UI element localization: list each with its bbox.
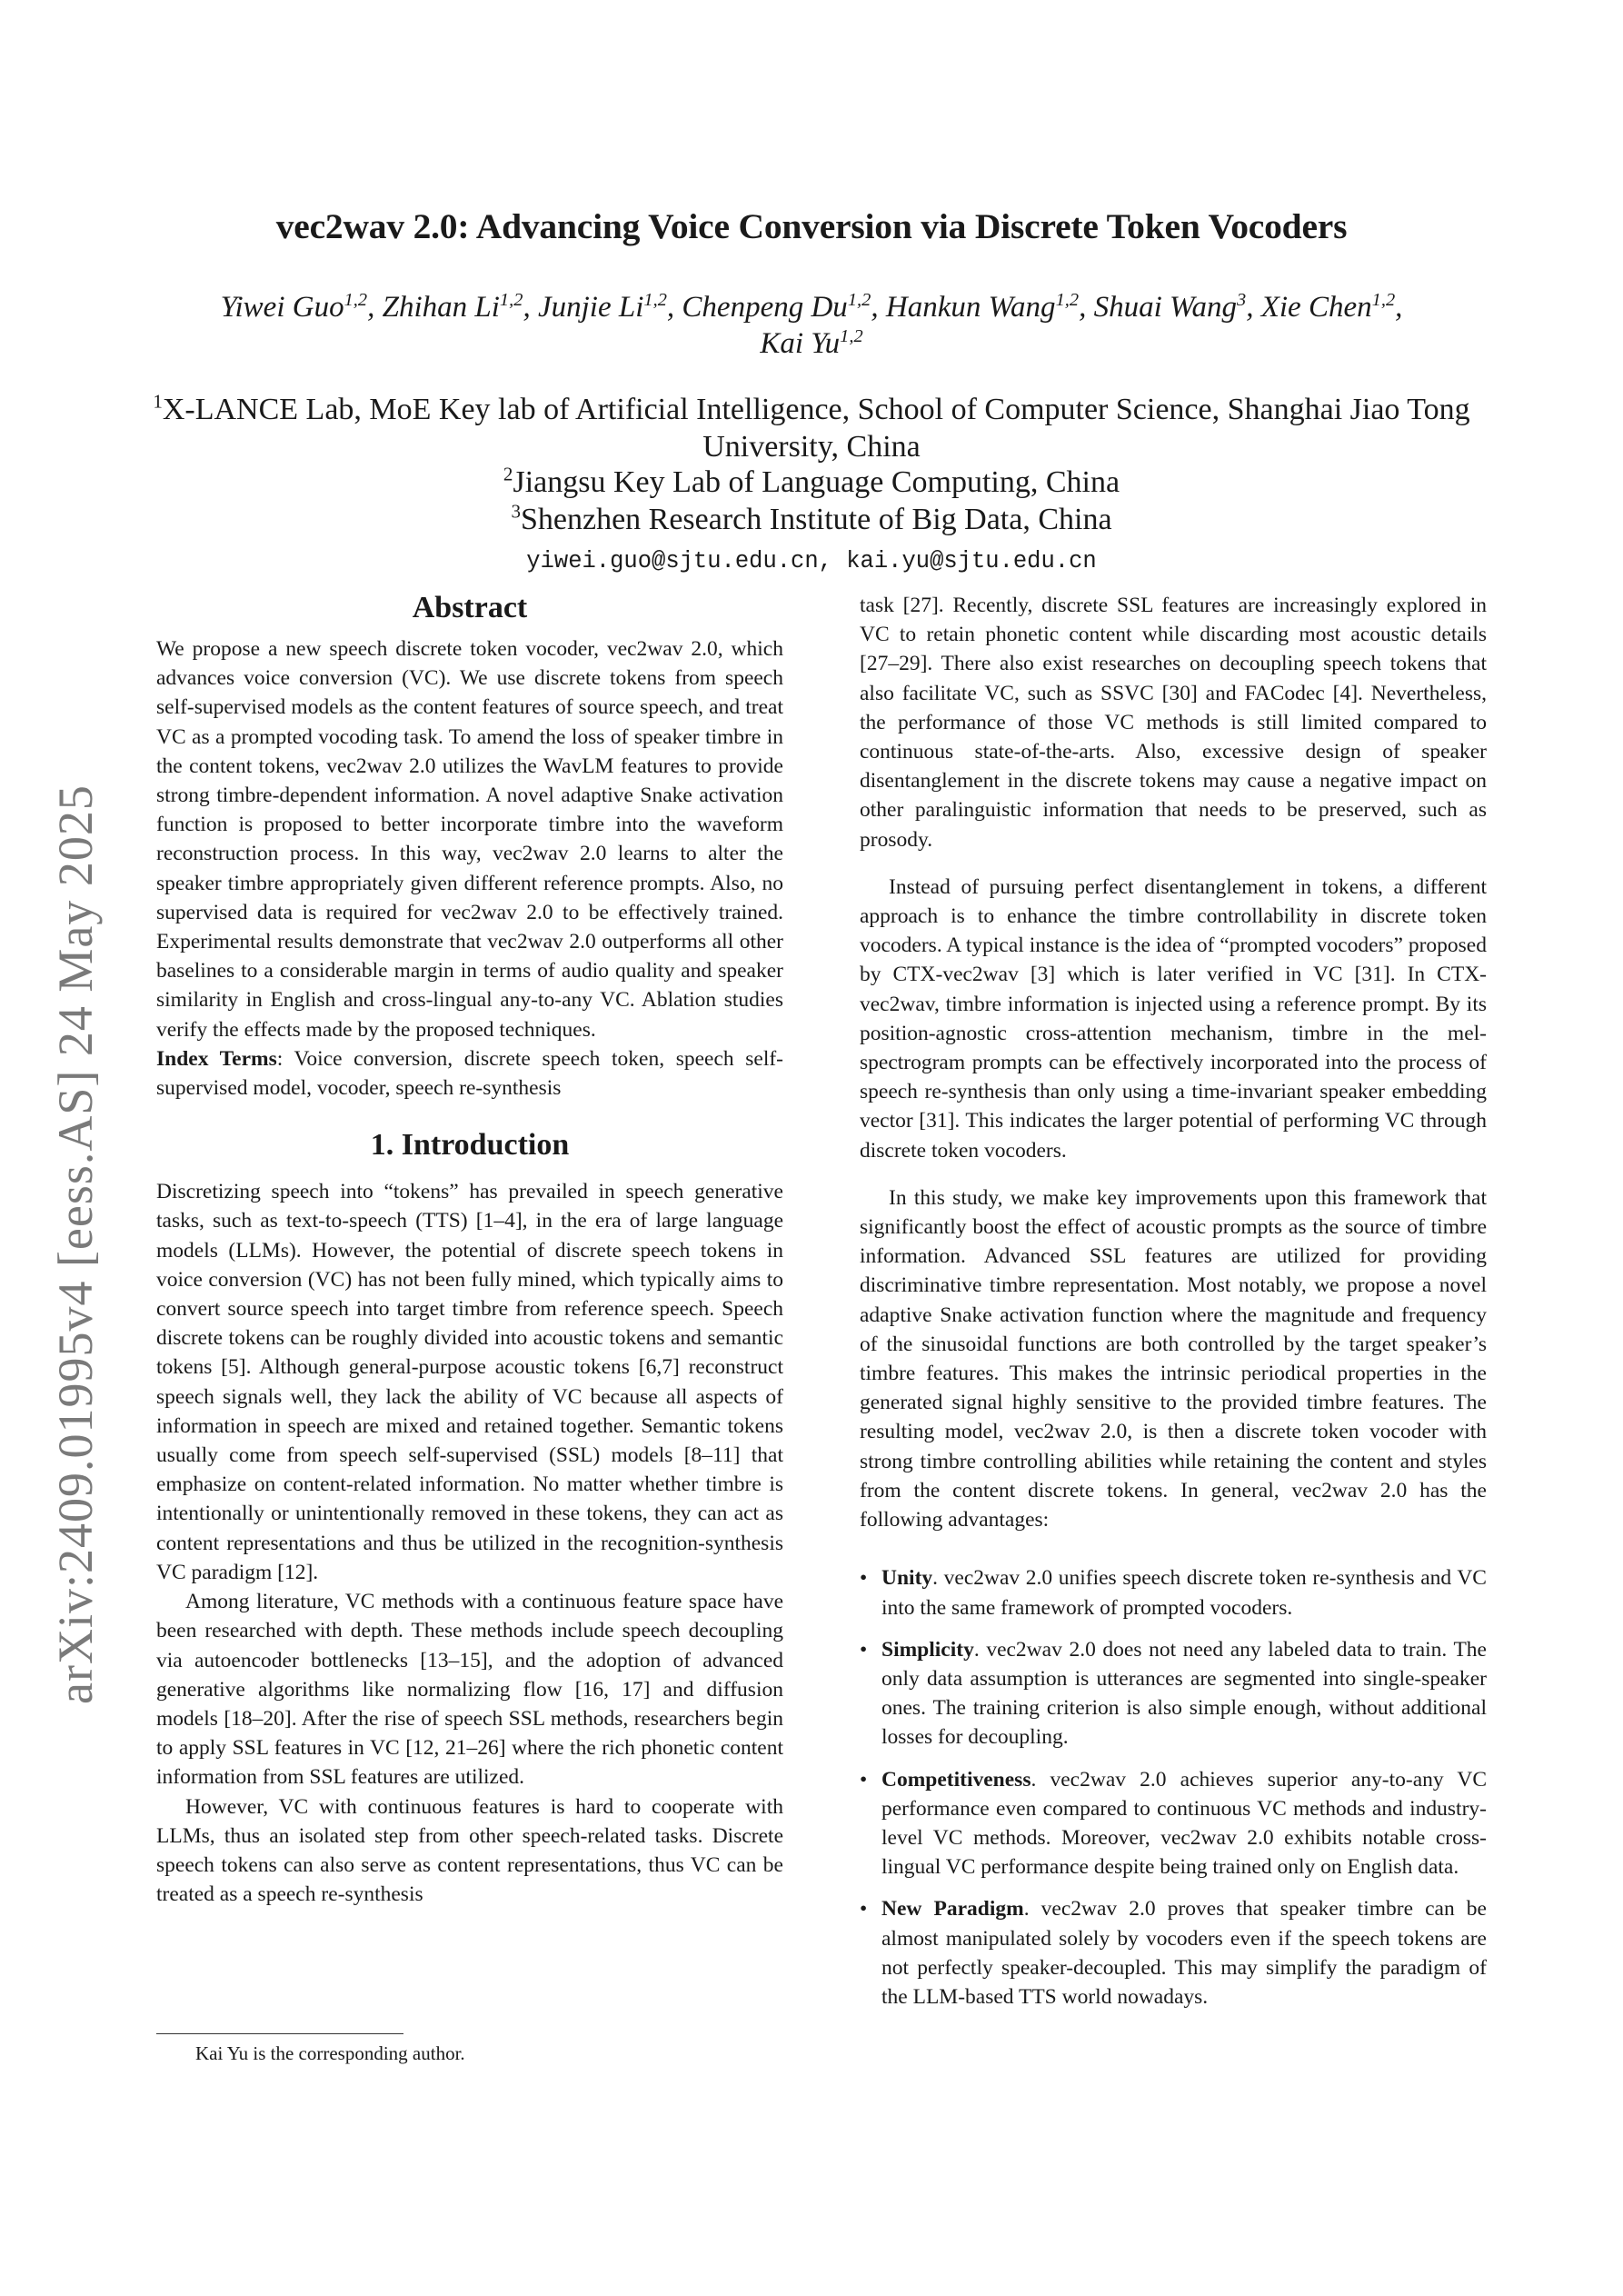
right-column bbox=[860, 591, 1487, 2024]
author: Xie Chen$^{1,2}$ bbox=[1260, 290, 1396, 324]
list-item: • Simplicity. vec2wav 2.0 does not need any labeled data to train. The only data assumption is utterances are segmented into single-speaker ones. The training criterion is also simple enough, without additional losses for decoupling. bbox=[860, 1635, 1487, 1752]
paper-title: vec2wav 2.0: Advancing Voice Conversion via Discrete Token Vocoders bbox=[275, 206, 1348, 246]
bullet-icon: • bbox=[860, 1767, 868, 1792]
arxiv-side-stamp: arXiv:2409.01995v4 [eess.AS] 24 May 2025 bbox=[48, 784, 103, 1704]
body-paragraph: In this study, we make key improvements upon this framework that significantly boost the effect of acoustic prompts as the source of timbre information. Advanced SSL features are utilized for providing discriminative timbre representation. Most notably, we propose a novel adaptive Snake activation function where the magnitude and frequency of the sinusoidal functions are both controlled by the target speaker’s timbre features. This makes the intrinsic periodical properties in the generated signal highly sensitive to the provided timbre features. The resulting model, vec2wav 2.0, is then a discrete token vocoder with strong timbre controlling abilities while retaining the content and styles from the content discrete tokens. In general, vec2wav 2.0 has the following advantages: bbox=[860, 1185, 1487, 1532]
footnote: Kai Yu is the corresponding author. bbox=[195, 2042, 465, 2064]
abstract-body: We propose a new speech discrete token vocoder, vec2wav 2.0, which advances voice conversion (VC). We use discrete tokens from speech self-supervised models as the content features of source speech, and treat VC as a prompted vocoding task. To amend the loss of speaker timbre in the content tokens, vec2wav 2.0 utilizes the WavLM features to provide strong timbre-dependent information. A novel adaptive Snake activation function is proposed to better incorporate timbre into the waveform reconstruction process. In this way, vec2wav 2.0 learns to alter the speaker timbre appropriately given different reference prompts. Also, no supervised data is required for vec2wav 2.0 to be effectively trained. Experimental results demonstrate that vec2wav 2.0 outperforms all other baselines to a considerable margin in terms of audio quality and speaker similarity in English and cross-lingual any-to-any VC. Ablation studies verify the effects made by the proposed techniques. bbox=[156, 637, 783, 1042]
author: Chenpeng Du$^{1,2}$ bbox=[682, 290, 871, 324]
list-item: • New Paradigm. vec2wav 2.0 proves that speaker timbre can be almost manipulated solely by vocoders even if the speech tokens are not perfectly speaker-decoupled. This may simplify the paradigm of the LLM-based TTS world nowadays. bbox=[860, 1894, 1487, 2011]
author-emails: yiwei.guo@sjtu.edu.cn, kai.yu@sjtu.edu.cn bbox=[526, 548, 1097, 574]
body-paragraph: Discretizing speech into “tokens” has prevailed in speech generative tasks, such as text-to-speech (TTS) [1–4], in the era of large language models (LLMs). However, the potential of discrete speech tokens in voice conversion (VC) has not been fully mined, which typically aims to convert source speech into target timbre from reference speech. Speech discrete tokens can be roughly divided into acoustic tokens and semantic tokens [5]. Although general-purpose acoustic tokens [6,7] reconstruct speech signals well, they lack the ability of VC because all aspects of information in speech are mixed and retained together. Semantic tokens usually come from speech self-supervised (SSL) models [8–11] that emphasize on content-related information. No matter whether timbre is intentionally or unintentionally removed in these tokens, they can act as content representations and thus be utilized in the recognition-synthesis VC paradigm [12]. bbox=[156, 1180, 783, 1584]
bullet-icon: • bbox=[860, 1566, 868, 1591]
author: Shuai Wang$^3$ bbox=[1093, 290, 1247, 324]
body-paragraph: Among literature, VC methods with a continuous feature space have been researched with depth. These methods include speech decoupling via autoencoder bottlenecks [13–15], and the adoption of advanced generative algorithms like normalizing flow [16, 17] and diffusion models [18–20]. After the rise of speech SSL methods, researchers begin to apply SSL features in VC [12, 21–26] where the rich phonetic content information from SSL features are utilized. bbox=[156, 1590, 783, 1790]
author: Hankun Wang$^{1,2}$ bbox=[885, 290, 1080, 324]
bullet-icon: • bbox=[860, 1897, 868, 1922]
affiliation: $^3$Shenzhen Research Institute of Big Data, China bbox=[511, 500, 1112, 536]
index-terms: Index Terms: Voice conversion, discrete speech token, speech self-supervised model, vocoder, speech re-synthesis bbox=[156, 1046, 784, 1101]
author-list: Yiwei Guo$^{1,2}$, Zhihan Li$^{1,2}$, Junjie Li$^{1,2}$, Chenpeng Du$^{1,2}$, Hankun Wang$^{1,2}$, Shuai Wang$^3$, Xie Chen$^{1,2}$, Kai Yu$^{1,2}$ bbox=[220, 290, 1403, 360]
body-paragraph: However, VC with continuous features is hard to cooperate with LLMs, thus an isolated step from other speech-related tasks. Discrete speech tokens can also serve as content representations, thus VC can be treated as a speech re-synthesis bbox=[156, 1794, 783, 1907]
advantages-list bbox=[860, 1563, 1487, 2011]
body-paragraph: Instead of pursuing perfect disentanglement in tokens, a different approach is to enhance the timbre controllability in discrete token vocoders. A typical instance is the idea of “prompted vocoders” proposed by CTX-vec2wav [3] which is later verified in VC [31]. In CTX-vec2wav, timbre information is injected using a reference prompt. By its position-agnostic cross-attention mechanism, timbre in the mel-spectrogram prompts can be effectively incorporated into the process of speech re-synthesis than only using a time-invariant speaker embedding vector [31]. This indicates the larger potential of performing VC through discrete token vocoders. bbox=[860, 874, 1487, 1163]
left-column bbox=[156, 589, 783, 1909]
abstract-heading: Abstract bbox=[412, 591, 528, 624]
author: Kai Yu$^{1,2}$ bbox=[760, 326, 863, 360]
list-item: • Competitiveness. vec2wav 2.0 achieves superior any-to-any VC performance even compared to continuous VC methods and industry-level VC methods. Moreover, vec2wav 2.0 exhibits notable cross-lingual VC performance despite being trained only on English data. bbox=[860, 1765, 1487, 1882]
author: Yiwei Guo$^{1,2}$ bbox=[220, 290, 368, 324]
list-item: • Unity. vec2wav 2.0 unifies speech discrete token re-synthesis and VC into the same framework of prompted vocoders. bbox=[860, 1563, 1487, 1622]
author: Junjie Li$^{1,2}$ bbox=[537, 290, 667, 324]
footnote-divider bbox=[156, 2033, 403, 2034]
affiliation: $^1$X-LANCE Lab, MoE Key lab of Artificial Intelligence, School of Computer Science, Shanghai Jiao Tong University, China bbox=[153, 390, 1470, 464]
author: Zhihan Li$^{1,2}$ bbox=[382, 290, 523, 324]
section-heading-introduction: 1. Introduction bbox=[370, 1128, 570, 1163]
body-paragraph: task [27]. Recently, discrete SSL features are increasingly explored in VC to retain phonetic content while discarding most acoustic details [27–29]. There also exist researches on decoupling speech tokens that also facilitate VC, such as SSVC [30] and FACodec [4]. Nevertheless, the performance of those VC methods is still limited compared to continuous state-of-the-arts. Also, excessive design of speaker disentanglement in the discrete tokens may cause a negative impact on other paralinguistic information that needs to be preserved, such as prosody. bbox=[860, 594, 1487, 852]
bullet-icon: • bbox=[860, 1637, 868, 1662]
affiliation: $^2$Jiangsu Key Lab of Language Computing, China bbox=[503, 463, 1120, 499]
